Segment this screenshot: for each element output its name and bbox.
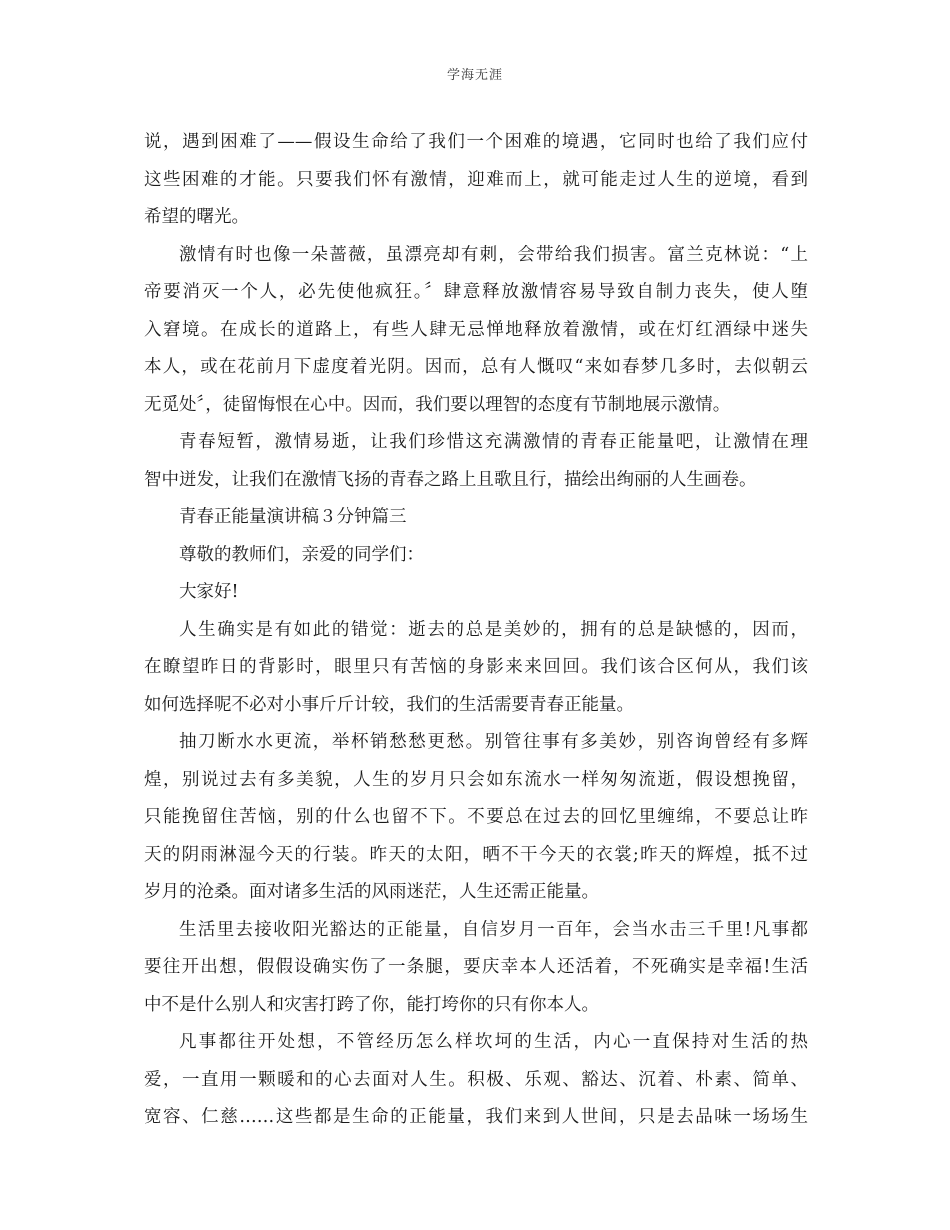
text-line: 煌，别说过去有多美貌，人生的岁月只会如东流水一样匆匆流逝，假设想挽留， xyxy=(144,769,808,790)
text-line: 抽刀断水水更流，举杯销愁愁更愁。别管往事有多美妙，别咨询曾经有多辉 xyxy=(179,732,808,752)
text-line: 宽容、仁慈……这些都是生命的正能量，我们来到人世间，只是去品味一场场生 xyxy=(144,1107,808,1127)
text-line: 无觅处〞，徒留悔恨在心中。因而，我们要以理智的态度有节制地展示激情。 xyxy=(144,394,731,415)
document-body xyxy=(144,124,808,1137)
text-line: 青春正能量演讲稿３分钟篇三 xyxy=(179,507,407,527)
page-header: 学海无涯 xyxy=(446,68,503,83)
text-line: 如何选择呢不必对小事斤斤计较，我们的生活需要青春正能量。 xyxy=(144,694,634,715)
text-line: 本人，或在花前月下虚度着光阴。因而，总有人慨叹“来如春梦几多时，去似朝云 xyxy=(144,357,808,377)
text-line: 在瞭望昨日的背影时，眼里只有苦恼的身影来来回回。我们该合区何从，我们该 xyxy=(144,657,808,677)
text-line: 智中迸发，让我们在激情飞扬的青春之路上且歌且行，描绘出绚丽的人生画卷。 xyxy=(144,469,757,490)
text-line: 天的阴雨淋湿今天的行装。昨天的太阳，晒不干今天的衣裳;昨天的辉煌，抵不过 xyxy=(144,844,808,865)
text-line: 凡事都往开处想，不管经历怎么样坎坷的生活，内心一直保持对生活的热 xyxy=(179,1032,808,1052)
text-line: 说，遇到困难了——假设生命给了我们一个困难的境遇，它同时也给了我们应付 xyxy=(144,132,808,152)
text-line: 这些困难的才能。只要我们怀有激情，迎难而上，就可能走过人生的逆境，看到 xyxy=(144,169,808,190)
text-line: 只能挽留住苦恼，别的什么也留不下。不要总在过去的回忆里缠绵，不要总让昨 xyxy=(144,807,808,827)
text-line: 帝要消灭一个人，必先使他疯狂。〞肆意释放激情容易导致自制力丧失，使人堕 xyxy=(144,282,808,302)
text-line: 希望的曙光。 xyxy=(144,207,249,227)
text-line: 爱，一直用一颗暖和的心去面对人生。积极、乐观、豁达、沉着、朴素、简单、 xyxy=(144,1069,808,1090)
text-line: 岁月的沧桑。面对诸多生活的风雨迷茫，人生还需正能量。 xyxy=(144,882,599,902)
text-line: 生活里去接收阳光豁达的正能量，自信岁月一百年，会当水击三千里!凡事都 xyxy=(179,919,808,940)
text-line: 要往开出想，假假设确实伤了一条腿，要庆幸本人还活着，不死确实是幸福!生活 xyxy=(144,957,808,977)
text-line: 人生确实是有如此的错觉：逝去的总是美妙的，拥有的总是缺憾的，因而， xyxy=(179,619,808,640)
text-line: 中不是什么别人和灾害打跨了你，能打垮你的只有你本人。 xyxy=(144,994,599,1015)
text-line: 大家好! xyxy=(179,582,239,602)
text-line: 激情有时也像一朵蔷薇，虽漂亮却有刺，会带给我们损害。富兰克林说：“上 xyxy=(179,244,808,265)
text-line: 青春短暂，激情易逝，让我们珍惜这充满激情的青春正能量吧，让激情在理 xyxy=(179,432,808,452)
text-line: 尊敬的教师们，亲爱的同学们： xyxy=(179,544,424,565)
text-line: 入窘境。在成长的道路上，有些人肆无忌惮地释放着激情，或在灯红酒绿中迷失 xyxy=(144,319,808,340)
